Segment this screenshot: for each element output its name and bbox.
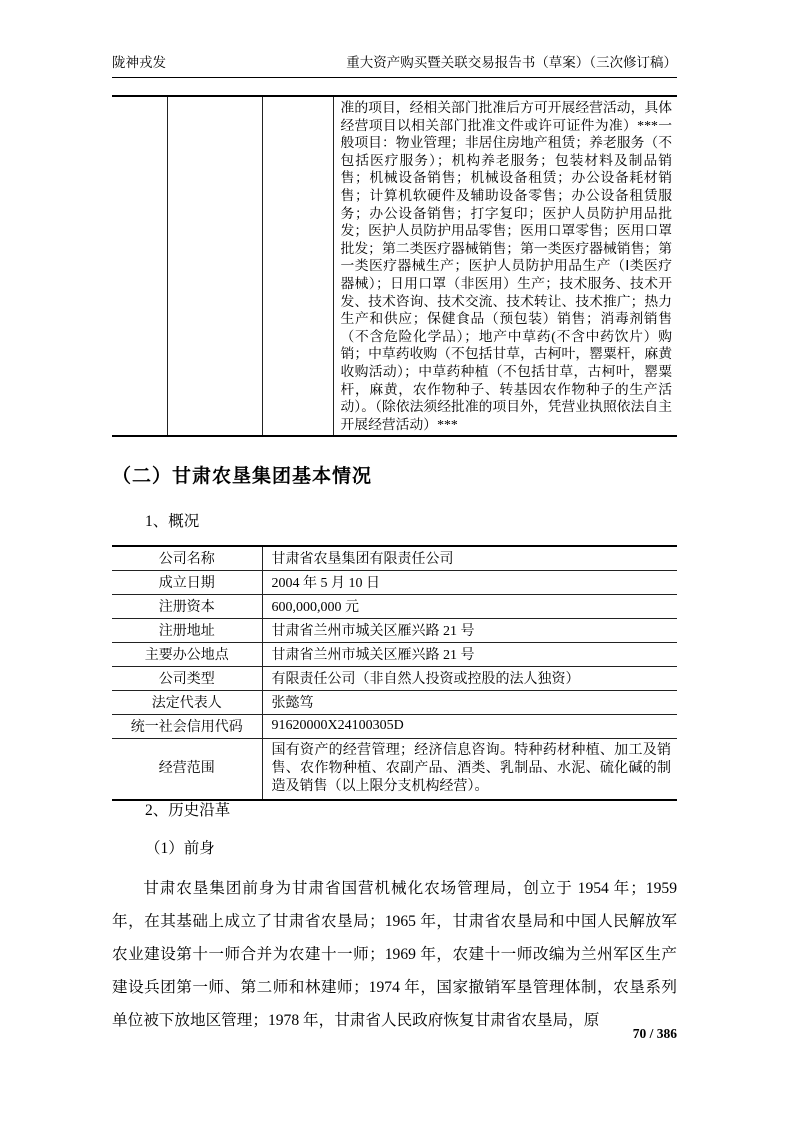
row-label: 经营范围 [112, 738, 262, 800]
row-label: 法定代表人 [112, 690, 262, 714]
empty-cell [167, 96, 262, 436]
row-label: 成立日期 [112, 570, 262, 594]
row-value: 600,000,000 元 [262, 594, 677, 618]
section-title: （二）甘肃农垦集团基本情况 [112, 466, 373, 487]
header-right-title: 重大资产购买暨关联交易报告书（草案）（三次修订稿） [346, 55, 677, 70]
row-label: 注册地址 [112, 618, 262, 642]
table-row [112, 642, 677, 666]
page-header [112, 52, 677, 78]
table-row [112, 714, 677, 738]
table-row [112, 666, 677, 690]
empty-cell [112, 96, 167, 436]
row-label: 注册资本 [112, 594, 262, 618]
row-value: 甘肃省农垦集团有限责任公司 [262, 546, 677, 570]
business-scope-continuation-table [112, 95, 677, 437]
table-row [112, 690, 677, 714]
row-label: 公司类型 [112, 666, 262, 690]
overview-heading: 1、概况 [145, 513, 200, 530]
table-row [112, 96, 677, 436]
row-label: 主要办公地点 [112, 642, 262, 666]
history-heading: 2、历史沿革 [145, 802, 231, 819]
page-number: 70 / 386 [632, 1026, 677, 1041]
row-value: 甘肃省兰州市城关区雁兴路 21 号 [262, 642, 677, 666]
row-label: 公司名称 [158, 552, 215, 568]
history-sub-heading: （1）前身 [145, 840, 215, 857]
row-label: 统一社会信用代码 [112, 714, 262, 738]
table-row [112, 618, 677, 642]
business-scope-text: 准的项目，经相关部门批准后方可开展经营活动，具体经营项目以相关部门批准文件或许可证件为准）***一般项目：物业管理；非居住房地产租赁；养老服务（不包括医疗服务）；机构养老服务；包装材料及制品销售；机械设备销售；机械设备租赁；办公设备耗材销售；计算机软硬件及辅助设备零售；办公设备租赁服务；办公设备销售；打字复印；医护人员防护用品批发；医护人员防护用品零售；医用口罩零售；医用口罩批发；第二类医疗器械销售；第一类医疗器械销售；第一类医疗器械生产；医护人员防护用品生产（Ⅰ类医疗器械）；日用口罩（非医用）生产；技术服务、技术开发、技术咨询、技术交流、技术转让、技术推广；热力生产和供应；保健食品（预包装）销售；消毒剂销售（不含危险化学品）；地产中草药(不含中药饮片）购销；中草药收购（不包括甘草，古柯叶，罂粟杆，麻黄收购活动）；中草药种植（不包括甘草，古柯叶，罂粟杆，麻黄，农作物种子、转基因农作物种子的生产活动）。（除依法须经批准的项目外，凭营业执照依法自主开展经营活动）*** [333, 96, 677, 436]
row-value: 2004 年 5 月 10 日 [262, 570, 677, 594]
table-row [112, 570, 677, 594]
row-value: 91620000X24100305D [262, 714, 677, 738]
row-value: 甘肃省兰州市城关区雁兴路 21 号 [262, 618, 677, 642]
row-value: 国有资产的经营管理；经济信息咨询。特种药材种植、加工及销售、农作物种植、农副产品、酒类、乳制品、水泥、硫化碱的制造及销售（以上限分支机构经营）。 [262, 738, 677, 800]
header-left-title: 陇神戎发 [112, 55, 166, 70]
empty-cell [262, 96, 333, 436]
table-row [112, 594, 677, 618]
row-value: 有限责任公司（非自然人投资或控股的法人独资） [262, 666, 677, 690]
table-row [112, 546, 677, 570]
row-value: 张懿笃 [262, 690, 677, 714]
company-overview-table [112, 545, 677, 801]
history-paragraph: 甘肃农垦集团前身为甘肃省国营机械化农场管理局，创立于 1954 年；1959年，在其基础上成立了甘肃省农垦局；1965 年，甘肃省农垦局和中国人民解放军农业建设第十一师合并为农建十一师；1969 年，农建十一师改编为兰州军区生产建设兵团第一师、第二师和林建师；1974 年，国家撤销军垦管理体制，农垦系列单位被下放地区管理；1978 年，甘肃省人民政府恢复甘肃省农垦局，原 [112, 880, 677, 1029]
table-row [112, 738, 677, 800]
